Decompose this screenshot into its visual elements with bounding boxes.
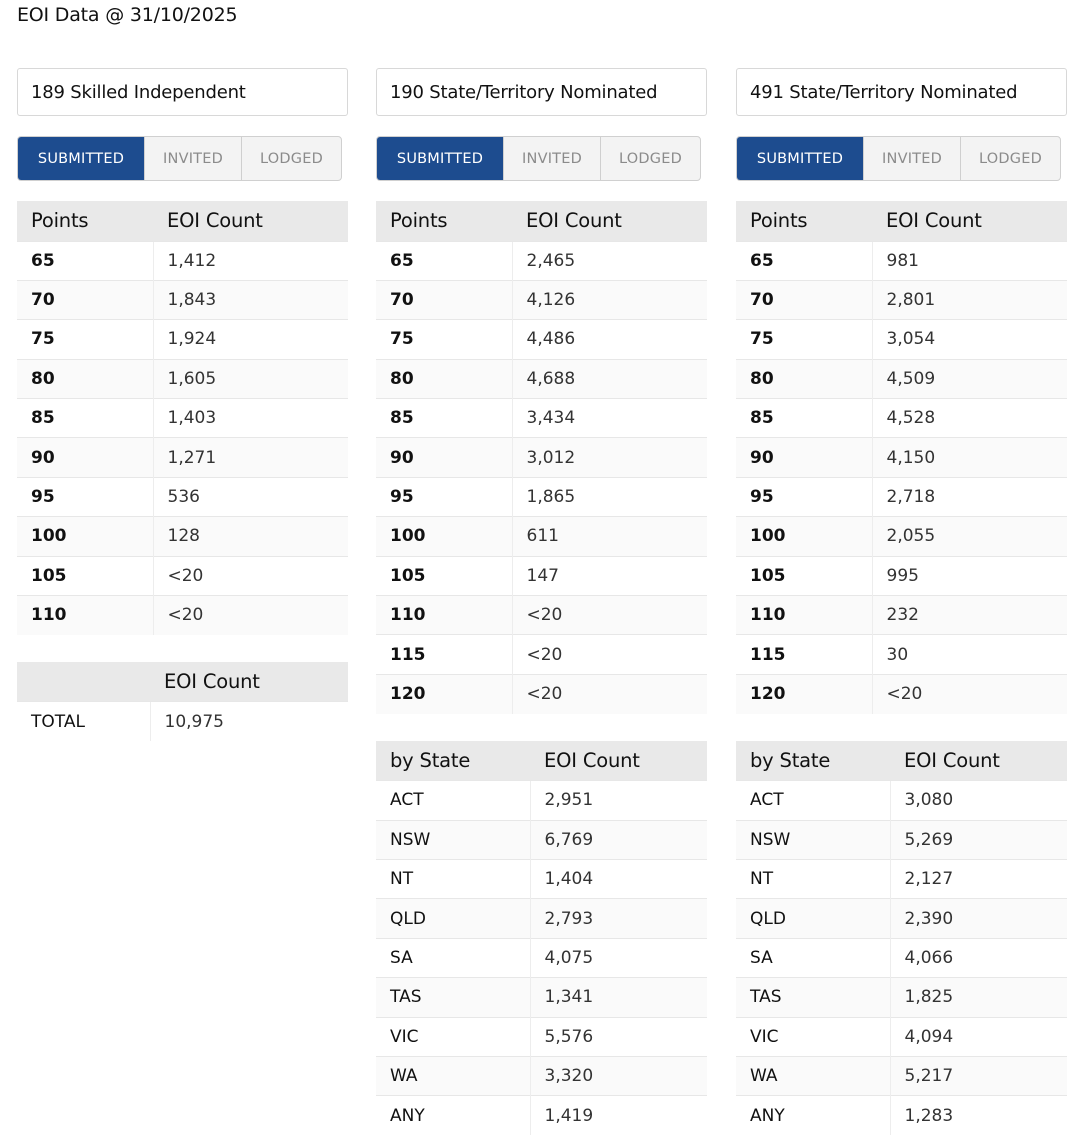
- table-row: [376, 359, 707, 398]
- eoi-count-value: 4,528: [872, 399, 1067, 438]
- table-row: [736, 517, 1067, 556]
- points-value: 75: [736, 320, 872, 359]
- points-value: 75: [376, 320, 512, 359]
- eoi-count-value: <20: [153, 556, 348, 595]
- points-value: 90: [17, 438, 153, 477]
- eoi-count-header: EOI Count: [512, 201, 707, 241]
- points-value: 90: [376, 438, 512, 477]
- eoi-count-value: 4,075: [530, 938, 707, 977]
- table-header-row: [17, 662, 348, 702]
- table-row: [376, 1096, 707, 1135]
- points-value: 80: [736, 359, 872, 398]
- eoi-count-value: 128: [153, 517, 348, 556]
- state-value: QLD: [376, 899, 530, 938]
- points-value: 75: [17, 320, 153, 359]
- table-row: [376, 781, 707, 820]
- table-row: [17, 556, 348, 595]
- table-header-row: [736, 741, 1067, 781]
- table-row: [376, 556, 707, 595]
- eoi-count-value: 147: [512, 556, 707, 595]
- eoi-count-value: 2,390: [890, 899, 1067, 938]
- points-table: [17, 201, 348, 635]
- tab-lodged[interactable]: LODGED: [241, 137, 341, 180]
- visa-column: [17, 68, 348, 741]
- points-value: 120: [736, 674, 872, 713]
- tab-lodged[interactable]: LODGED: [960, 137, 1060, 180]
- eoi-count-value: 1,843: [153, 280, 348, 319]
- eoi-count-value: <20: [512, 596, 707, 635]
- table-row: [736, 399, 1067, 438]
- table-row: [736, 781, 1067, 820]
- eoi-count-value: 4,126: [512, 280, 707, 319]
- table-row: [736, 320, 1067, 359]
- points-value: 95: [376, 477, 512, 516]
- points-value: 95: [736, 477, 872, 516]
- state-value: TAS: [376, 978, 530, 1017]
- table-row: [736, 978, 1067, 1017]
- eoi-count-value: 2,055: [872, 517, 1067, 556]
- state-value: NSW: [736, 820, 890, 859]
- eoi-count-value: 2,465: [512, 241, 707, 280]
- points-value: 100: [376, 517, 512, 556]
- eoi-count-value: <20: [512, 674, 707, 713]
- eoi-count-value: <20: [512, 635, 707, 674]
- table-row: [736, 938, 1067, 977]
- table-row: [17, 596, 348, 635]
- table-row: [736, 556, 1067, 595]
- table-row: [17, 399, 348, 438]
- eoi-count-value: 1,412: [153, 241, 348, 280]
- visa-column: [376, 68, 707, 1135]
- points-value: 85: [17, 399, 153, 438]
- eoi-count-value: 1,419: [530, 1096, 707, 1135]
- table-row: [736, 1056, 1067, 1095]
- eoi-count-value: 981: [872, 241, 1067, 280]
- table-row: [736, 820, 1067, 859]
- blank-header: [17, 662, 150, 702]
- eoi-count-value: 6,769: [530, 820, 707, 859]
- eoi-count-value: 2,793: [530, 899, 707, 938]
- eoi-count-value: 3,012: [512, 438, 707, 477]
- total-label: TOTAL: [17, 702, 150, 741]
- eoi-count-value: 1,825: [890, 978, 1067, 1017]
- points-header: Points: [376, 201, 512, 241]
- eoi-count-value: 1,271: [153, 438, 348, 477]
- table-row: [736, 674, 1067, 713]
- eoi-count-value: 611: [512, 517, 707, 556]
- points-value: 105: [17, 556, 153, 595]
- eoi-count-value: 1,283: [890, 1096, 1067, 1135]
- state-value: NSW: [376, 820, 530, 859]
- status-tabs: [736, 136, 1061, 181]
- state-value: VIC: [736, 1017, 890, 1056]
- state-value: VIC: [376, 1017, 530, 1056]
- table-row: [736, 280, 1067, 319]
- table-row: [17, 320, 348, 359]
- table-row: [376, 938, 707, 977]
- table-row: [736, 596, 1067, 635]
- state-value: NT: [736, 859, 890, 898]
- eoi-count-value: 1,403: [153, 399, 348, 438]
- points-value: 115: [376, 635, 512, 674]
- state-value: TAS: [736, 978, 890, 1017]
- table-row: [376, 280, 707, 319]
- eoi-count-value: 3,320: [530, 1056, 707, 1095]
- visa-column: [736, 68, 1067, 1135]
- points-value: 65: [376, 241, 512, 280]
- page-title: EOI Data @ 31/10/2025: [17, 4, 238, 26]
- eoi-count-value: 3,054: [872, 320, 1067, 359]
- eoi-count-value: 1,404: [530, 859, 707, 898]
- eoi-count-header: EOI Count: [530, 741, 707, 781]
- eoi-count-header: EOI Count: [153, 201, 348, 241]
- table-row: [736, 1096, 1067, 1135]
- table-row: [376, 241, 707, 280]
- state-value: ACT: [736, 781, 890, 820]
- table-row: [736, 241, 1067, 280]
- tab-lodged[interactable]: LODGED: [600, 137, 700, 180]
- points-table: [376, 201, 707, 714]
- table-row: [736, 899, 1067, 938]
- points-value: 65: [17, 241, 153, 280]
- table-row: [17, 438, 348, 477]
- visa-type-select[interactable]: 189 Skilled Independent: [17, 68, 348, 116]
- tab-invited[interactable]: INVITED: [144, 137, 241, 180]
- eoi-count-value: 2,951: [530, 781, 707, 820]
- state-value: WA: [376, 1056, 530, 1095]
- eoi-count-value: 4,150: [872, 438, 1067, 477]
- table-row: [736, 859, 1067, 898]
- eoi-count-value: 5,217: [890, 1056, 1067, 1095]
- eoi-count-value: 4,066: [890, 938, 1067, 977]
- table-row: [736, 1017, 1067, 1056]
- table-row: [376, 596, 707, 635]
- eoi-count-value: <20: [153, 596, 348, 635]
- points-value: 115: [736, 635, 872, 674]
- table-row: [376, 899, 707, 938]
- by-state-header: by State: [736, 741, 890, 781]
- table-row: [376, 399, 707, 438]
- eoi-count-value: 1,865: [512, 477, 707, 516]
- table-row: [736, 635, 1067, 674]
- by-state-header: by State: [376, 741, 530, 781]
- points-value: 80: [17, 359, 153, 398]
- eoi-count-value: 1,341: [530, 978, 707, 1017]
- eoi-count-value: 4,486: [512, 320, 707, 359]
- state-value: SA: [376, 938, 530, 977]
- points-value: 70: [17, 280, 153, 319]
- points-value: 70: [736, 280, 872, 319]
- table-row: [736, 359, 1067, 398]
- table-row: [17, 359, 348, 398]
- state-table: [736, 741, 1067, 1136]
- state-value: SA: [736, 938, 890, 977]
- tab-submitted[interactable]: SUBMITTED: [377, 137, 503, 180]
- points-value: 120: [376, 674, 512, 713]
- state-value: QLD: [736, 899, 890, 938]
- table-row: [376, 517, 707, 556]
- table-row: [736, 477, 1067, 516]
- eoi-count-value: 2,718: [872, 477, 1067, 516]
- points-value: 90: [736, 438, 872, 477]
- points-value: 95: [17, 477, 153, 516]
- visa-type-select[interactable]: 190 State/Territory Nominated: [376, 68, 707, 116]
- eoi-count-value: 2,801: [872, 280, 1067, 319]
- table-row: [376, 978, 707, 1017]
- eoi-count-value: 536: [153, 477, 348, 516]
- table-row: [376, 320, 707, 359]
- eoi-count-header: EOI Count: [150, 662, 348, 702]
- tab-submitted[interactable]: SUBMITTED: [18, 137, 144, 180]
- points-value: 80: [376, 359, 512, 398]
- points-header: Points: [17, 201, 153, 241]
- eoi-count-value: 2,127: [890, 859, 1067, 898]
- points-value: 85: [736, 399, 872, 438]
- eoi-count-value: 30: [872, 635, 1067, 674]
- table-row: [17, 241, 348, 280]
- points-value: 110: [17, 596, 153, 635]
- table-row: [376, 635, 707, 674]
- eoi-count-value: 1,924: [153, 320, 348, 359]
- points-value: 110: [736, 596, 872, 635]
- table-row: [376, 477, 707, 516]
- eoi-count-header: EOI Count: [872, 201, 1067, 241]
- table-row: [17, 477, 348, 516]
- eoi-count-value: 5,269: [890, 820, 1067, 859]
- eoi-count-value: 232: [872, 596, 1067, 635]
- state-value: ACT: [376, 781, 530, 820]
- eoi-count-value: 5,576: [530, 1017, 707, 1056]
- status-tabs: [376, 136, 701, 181]
- points-value: 70: [376, 280, 512, 319]
- table-row: [376, 1056, 707, 1095]
- eoi-count-value: <20: [872, 674, 1067, 713]
- eoi-count-value: 3,080: [890, 781, 1067, 820]
- table-row: [376, 438, 707, 477]
- points-value: 105: [736, 556, 872, 595]
- tab-invited[interactable]: INVITED: [863, 137, 960, 180]
- state-value: NT: [376, 859, 530, 898]
- table-header-row: [17, 201, 348, 241]
- tab-submitted[interactable]: SUBMITTED: [737, 137, 863, 180]
- table-header-row: [376, 201, 707, 241]
- points-header: Points: [736, 201, 872, 241]
- eoi-count-value: 995: [872, 556, 1067, 595]
- points-value: 65: [736, 241, 872, 280]
- points-table: [736, 201, 1067, 714]
- points-value: 105: [376, 556, 512, 595]
- state-value: ANY: [736, 1096, 890, 1135]
- total-row: [17, 702, 348, 741]
- eoi-count-value: 4,688: [512, 359, 707, 398]
- table-header-row: [736, 201, 1067, 241]
- total-table: [17, 662, 348, 741]
- table-row: [376, 859, 707, 898]
- table-row: [376, 820, 707, 859]
- state-value: ANY: [376, 1096, 530, 1135]
- points-value: 100: [17, 517, 153, 556]
- state-value: WA: [736, 1056, 890, 1095]
- tab-invited[interactable]: INVITED: [503, 137, 600, 180]
- points-value: 85: [376, 399, 512, 438]
- state-table: [376, 741, 707, 1136]
- table-header-row: [376, 741, 707, 781]
- table-row: [17, 280, 348, 319]
- eoi-count-value: 4,509: [872, 359, 1067, 398]
- eoi-count-value: 3,434: [512, 399, 707, 438]
- total-value: 10,975: [150, 702, 348, 741]
- eoi-count-header: EOI Count: [890, 741, 1067, 781]
- table-row: [376, 674, 707, 713]
- status-tabs: [17, 136, 342, 181]
- table-row: [736, 438, 1067, 477]
- table-row: [376, 1017, 707, 1056]
- eoi-count-value: 4,094: [890, 1017, 1067, 1056]
- table-row: [17, 517, 348, 556]
- visa-type-select[interactable]: 491 State/Territory Nominated: [736, 68, 1067, 116]
- points-value: 110: [376, 596, 512, 635]
- points-value: 100: [736, 517, 872, 556]
- eoi-count-value: 1,605: [153, 359, 348, 398]
